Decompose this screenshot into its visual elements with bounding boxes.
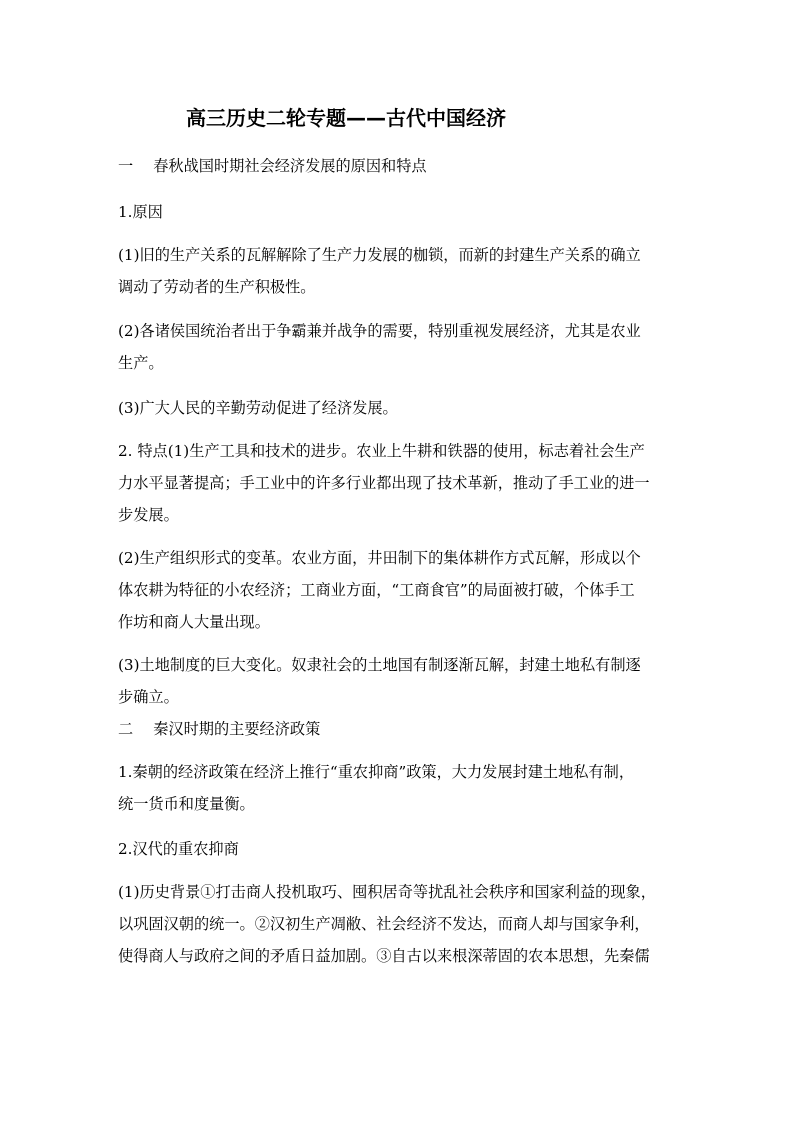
paragraph-line: 2.汉代的重农抑商	[118, 840, 239, 858]
section-heading-1: 一 春秋战国时期社会经济发展的原因和特点	[118, 157, 427, 175]
paragraph-line: 以巩固汉朝的统一。②汉初生产凋敝、社会经济不发达，而商人却与国家争利，	[118, 915, 650, 933]
paragraph-line: (3)土地制度的巨大变化。奴隶社会的土地国有制逐渐瓦解，封建土地私有制逐	[118, 656, 641, 674]
paragraph-line: 调动了劳动者的生产积极性。	[118, 278, 316, 296]
paragraph-line: (3)广大人民的辛勤劳动促进了经济发展。	[118, 399, 398, 417]
paragraph-line: 使得商人与政府之间的矛盾日益加剧。③自古以来根深蒂固的农本思想，先秦儒	[118, 947, 650, 965]
subheading-reasons: 1.原因	[118, 203, 163, 221]
paragraph-line: 1.秦朝的经济政策在经济上推行“重农抑商”政策，大力发展封建土地私有制，	[118, 763, 635, 781]
paragraph-line: 作坊和商人大量出现。	[118, 613, 270, 631]
paragraph-line: (1)旧的生产关系的瓦解解除了生产力发展的枷锁，而新的封建生产关系的确立	[118, 246, 641, 264]
paragraph-line: 步发展。	[118, 506, 179, 524]
paragraph-line: 生产。	[118, 354, 164, 372]
paragraph-line: 步确立。	[118, 688, 179, 706]
paragraph-line: (2)各诸侯国统治者出于争霸兼并战争的需要，特别重视发展经济，尤其是农业	[118, 322, 641, 340]
paragraph-line: (1)历史背景①打击商人投机取巧、囤积居奇等扰乱社会秩序和国家利益的现象，	[118, 883, 656, 901]
paragraph-line: 力水平显著提高；手工业中的许多行业都出现了技术革新，推动了手工业的进一	[118, 474, 650, 492]
paragraph-line: 统一货币和度量衡。	[118, 795, 255, 813]
section-heading-2: 二 秦汉时期的主要经济政策	[118, 720, 321, 738]
paragraph-line: (2)生产组织形式的变革。农业方面，井田制下的集体耕作方式瓦解，形成以个	[118, 549, 641, 567]
paragraph-line: 体农耕为特征的小农经济；工商业方面，“工商食官”的局面被打破，个体手工	[118, 581, 635, 599]
page-title: 高三历史二轮专题——古代中国经济	[186, 106, 506, 130]
paragraph-line: 2. 特点(1)生产工具和技术的进步。农业上牛耕和铁器的使用，标志着社会生产	[118, 442, 645, 460]
